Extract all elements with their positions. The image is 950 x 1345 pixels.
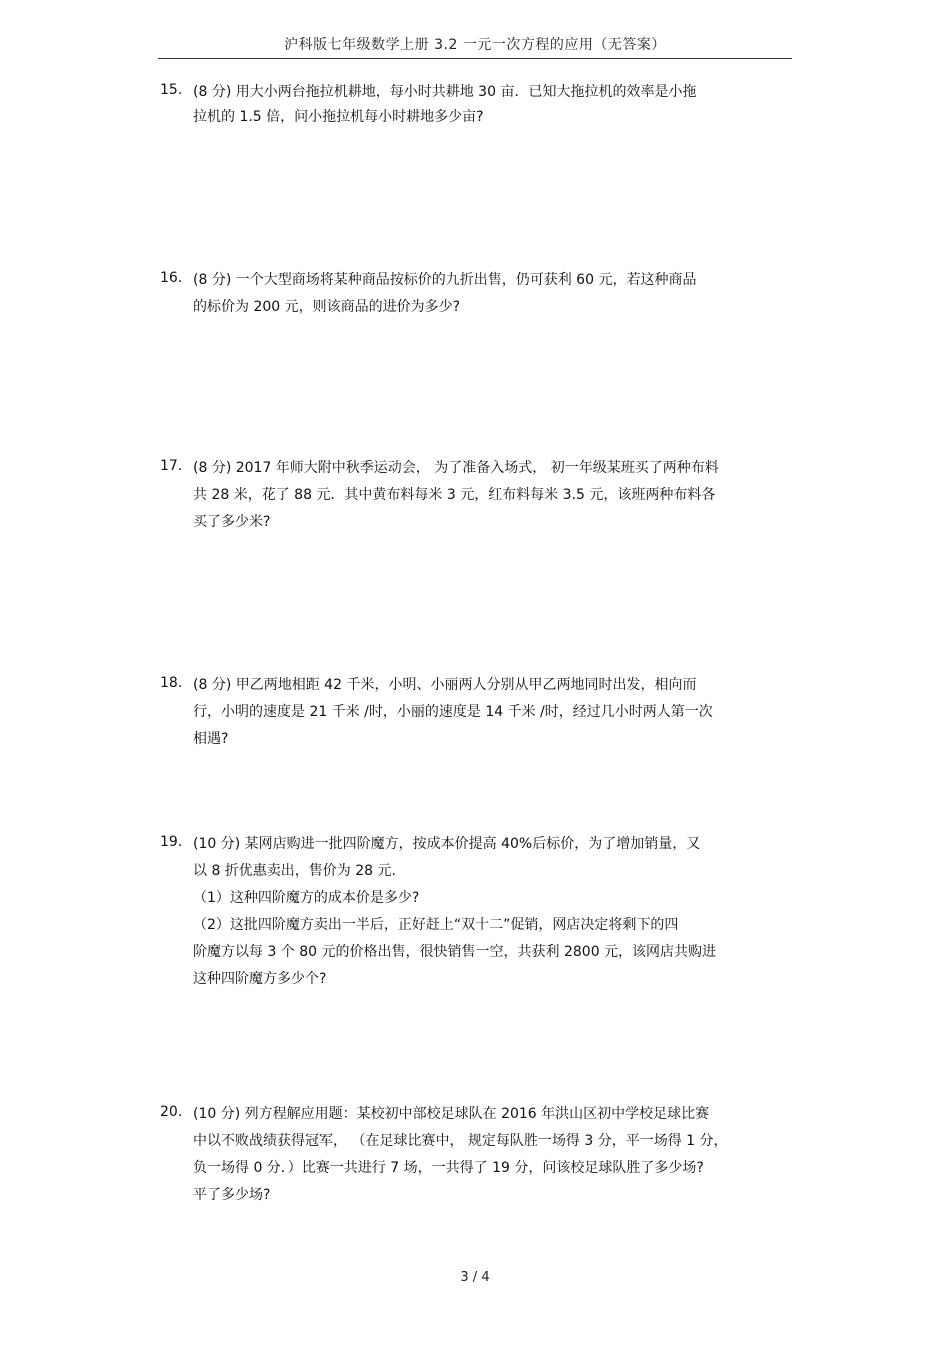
problem-text-line: 买了多少米? [193,514,271,530]
problem-text-line: 平了多少场? [193,1187,271,1203]
problem-text-line: 中以不败战绩获得冠军， （在足球比赛中， 规定每队胜一场得 3 分，平一场得 1 分， [193,1133,728,1149]
header-rule [158,58,792,59]
problem-text-line: (10 分) 某网店购进一批四阶魔方，按成本价提高 40%后标价，为了增加销量，又 [193,836,701,852]
problem-text-line: 共 28 米，花了 88 元．其中黄布料每米 3 元，红布料每米 3.5 元，该班两种布料各 [193,487,716,503]
problem-number: 15. [160,82,183,98]
problem-number: 16. [160,270,183,286]
problem-text-line: 行，小明的速度是 21 千米 /时，小丽的速度是 14 千米 /时，经过几小时两人第一次 [193,704,713,720]
problem-text-line: 拉机的 1.5 倍，问小拖拉机每小时耕地多少亩? [193,109,484,125]
problem-text-line: 的标价为 200 元，则该商品的进价为多少? [193,299,461,315]
problem-text-line: 这种四阶魔方多少个? [193,971,327,987]
problem-subquestion-1: （1）这种四阶魔方的成本价是多少? [193,890,420,906]
problem-text-line: (8 分) 用大小两台拖拉机耕地，每小时共耕地 30 亩．已知大拖拉机的效率是小拖 [193,84,697,100]
problem-number: 18. [160,675,183,691]
page-header-title: 沪科版七年级数学上册 3.2 一元一次方程的应用（无答案） [284,37,666,53]
problem-subquestion-2: （2）这批四阶魔方卖出一半后，正好赶上“双十二”促销，网店决定将剩下的四 [193,917,679,933]
problem-text-line: (8 分) 甲乙两地相距 42 千米，小明、小丽两人分别从甲乙两地同时出发，相向而 [193,677,697,693]
problem-text-line: 阶魔方以每 3 个 80 元的价格出售，很快销售一空，共获利 2800 元，该网店共购进 [193,944,717,960]
problem-text-line: 相遇? [193,731,229,747]
problem-text-line: 以 8 折优惠卖出，售价为 28 元. [193,863,396,879]
problem-text-line: (8 分) 一个大型商场将某种商品按标价的九折出售，仍可获利 60 元，若这种商品 [193,272,697,288]
problem-number: 19. [160,834,183,850]
problem-text-line: (8 分) 2017 年师大附中秋季运动会， 为了准备入场式， 初一年级某班买了两种布料 [193,460,719,476]
problem-text-line: 负一场得 0 分．）比赛一共进行 7 场，一共得了 19 分，问该校足球队胜了多少场? [193,1160,704,1176]
problem-text-line: (10 分) 列方程解应用题：某校初中部校足球队在 2016 年洪山区初中学校足球比赛 [193,1106,710,1122]
problem-number: 17. [160,458,183,474]
problem-number: 20. [160,1104,183,1120]
page-number: 3 / 4 [460,1270,490,1285]
